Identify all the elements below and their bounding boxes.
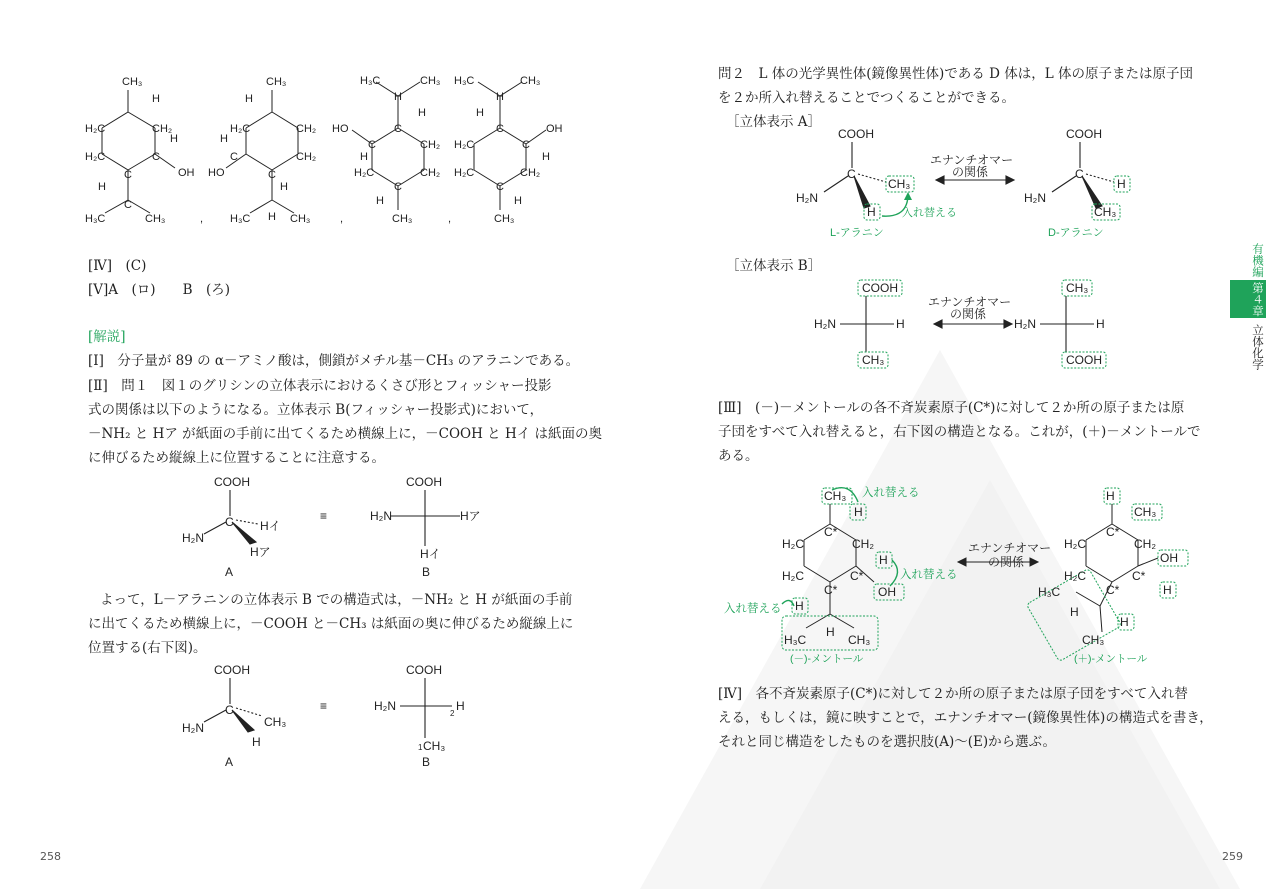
svg-text:CH₃: CH₃ — [494, 213, 515, 225]
svg-text:C: C — [124, 169, 132, 181]
svg-text:≡: ≡ — [320, 509, 328, 523]
svg-text:L-アラニン: L-アラニン — [830, 227, 884, 239]
svg-text:H: H — [514, 195, 522, 207]
svg-text:C: C — [230, 151, 238, 163]
svg-text:の関係: の関係 — [950, 307, 987, 321]
svg-text:Hア: Hア — [250, 545, 271, 559]
svg-text:CH₂: CH₂ — [296, 123, 317, 135]
svg-text:H₂C: H₂C — [1064, 537, 1086, 551]
menthol-options-figure — [80, 70, 580, 230]
svg-text:H₂C: H₂C — [85, 123, 106, 135]
svg-text:CH₃: CH₃ — [392, 213, 413, 225]
svg-text:CH₃: CH₃ — [1134, 505, 1157, 519]
paragraph-iv-line1: [Ⅳ] 各不斉炭素原子(C*)に対して２か所の原子または原子団をすべて入れ替 — [718, 686, 1188, 702]
explanation-heading: [解説] — [88, 329, 126, 345]
svg-text:の関係: の関係 — [988, 555, 1025, 569]
question-2-line2: を２か所入れ替えることでつくることができる。 — [718, 90, 1015, 106]
svg-text:H: H — [418, 107, 426, 119]
paragraph-ii-line4: に伸びるため縦線上に位置することに注意する。 — [88, 450, 385, 466]
paragraph-iii-line1: [Ⅲ] (－)－メントールの各不斉炭素原子(C*)に対して２か所の原子または原 — [718, 400, 1185, 416]
svg-text:HO: HO — [332, 123, 349, 135]
svg-text:入れ替える: 入れ替える — [902, 207, 957, 219]
svg-text:CH₂: CH₂ — [1134, 537, 1156, 551]
svg-text:H: H — [826, 625, 835, 639]
paragraph-l-line1: よって，L－アラニンの立体表示 B での構造式は，－NH₂ と H が紙面の手前 — [100, 592, 573, 608]
svg-text:B: B — [422, 755, 431, 769]
svg-text:H₂C: H₂C — [230, 123, 251, 135]
svg-text:,: , — [448, 213, 452, 225]
steric-b-figure — [810, 276, 1140, 376]
answer-iv: [Ⅳ] (C) — [88, 258, 147, 274]
svg-text:2: 2 — [450, 709, 455, 718]
svg-text:Hア: Hア — [460, 509, 481, 523]
structure-option-4 — [474, 82, 546, 210]
svg-text:Hイ: Hイ — [260, 519, 281, 533]
svg-text:H₂C: H₂C — [782, 537, 804, 551]
svg-text:CH₃: CH₃ — [862, 353, 885, 367]
svg-text:C*: C* — [1106, 525, 1120, 539]
svg-text:B: B — [422, 565, 431, 579]
svg-text:CH₂: CH₂ — [852, 537, 874, 551]
svg-text:H: H — [795, 599, 804, 613]
svg-text:入れ替える: 入れ替える — [862, 487, 920, 499]
svg-text:COOH: COOH — [214, 663, 250, 677]
svg-text:H₂N: H₂N — [796, 191, 818, 205]
paragraph-l-line3: 位置する(右下図)。 — [88, 640, 207, 656]
svg-text:H: H — [376, 195, 384, 207]
svg-text:H: H — [252, 735, 261, 749]
svg-text:H: H — [152, 93, 160, 105]
svg-text:の関係: の関係 — [952, 165, 989, 179]
svg-text:H: H — [220, 133, 228, 145]
svg-text:H: H — [245, 93, 253, 105]
svg-text:Hイ: Hイ — [420, 547, 441, 561]
svg-text:(－)-メントール: (－)-メントール — [790, 653, 864, 665]
svg-text:H: H — [476, 107, 484, 119]
svg-text:エナンチオマー: エナンチオマー — [968, 541, 1052, 555]
tab-section: 有機編 — [1251, 242, 1265, 278]
svg-text:H: H — [1163, 583, 1172, 597]
svg-text:H₂N: H₂N — [374, 699, 396, 713]
svg-text:H₂C: H₂C — [1064, 569, 1086, 583]
svg-text:H: H — [280, 181, 288, 193]
svg-text:CH₃: CH₃ — [264, 715, 287, 729]
svg-text:H: H — [1117, 177, 1126, 191]
question-2-line1: 問２ L 体の光学異性体(鏡像異性体)である D 体は，L 体の原子または原子団 — [718, 66, 1193, 82]
svg-text:CH₂: CH₂ — [420, 139, 441, 151]
svg-text:H: H — [542, 151, 550, 163]
paragraph-iii-line2: 子団をすべて入れ替えると，右下図の構造となる。これが，(＋)－メントールで — [718, 424, 1201, 440]
svg-text:H: H — [170, 133, 178, 145]
svg-text:COOH: COOH — [1066, 127, 1102, 141]
structure-option-3 — [352, 82, 424, 210]
svg-text:HO: HO — [208, 167, 225, 179]
paragraph-ii-line3: －NH₂ と Hア が紙面の手前に出てくるため横線上に，－COOH と Hイ は紙面の奥 — [88, 426, 603, 442]
svg-text:CH₂: CH₂ — [520, 167, 541, 179]
svg-text:CH₃: CH₃ — [122, 76, 143, 88]
svg-text:A: A — [225, 565, 234, 579]
svg-text:H₃C: H₃C — [85, 213, 106, 225]
svg-text:H: H — [268, 211, 276, 223]
page-number-right: 259 — [1222, 850, 1243, 863]
svg-text:D-アラニン: D-アラニン — [1048, 227, 1104, 239]
svg-text:H₂C: H₂C — [454, 167, 475, 179]
svg-text:CH₃: CH₃ — [848, 633, 871, 647]
paragraph-ii-line2: 式の関係は以下のようになる。立体表示 B(フィッシャー投影式)において， — [88, 402, 544, 418]
svg-text:C: C — [394, 123, 402, 135]
svg-text:OH: OH — [546, 123, 563, 135]
svg-text:H: H — [867, 205, 876, 219]
svg-text:CH₃: CH₃ — [520, 75, 541, 87]
svg-text:(＋)-メントール: (＋)-メントール — [1074, 653, 1148, 665]
svg-text:C*: C* — [824, 583, 838, 597]
svg-text:H: H — [879, 553, 888, 567]
answer-v: [Ⅴ]A (ロ) B (ろ) — [88, 282, 231, 298]
svg-text:COOH: COOH — [406, 475, 442, 489]
svg-text:H₃C: H₃C — [230, 213, 251, 225]
svg-text:C*: C* — [850, 569, 864, 583]
steric-a-figure — [790, 122, 1170, 242]
svg-text:CH₃: CH₃ — [888, 177, 911, 191]
svg-text:CH₂: CH₂ — [420, 167, 441, 179]
svg-text:1: 1 — [418, 743, 423, 752]
svg-text:エナンチオマー: エナンチオマー — [928, 295, 1012, 309]
svg-text:C: C — [1075, 167, 1084, 181]
svg-text:C*: C* — [1132, 569, 1146, 583]
svg-text:CH₃: CH₃ — [824, 489, 847, 503]
svg-text:CH₂: CH₂ — [152, 123, 173, 135]
svg-text:C: C — [496, 181, 504, 193]
svg-text:H: H — [496, 91, 504, 103]
svg-text:H: H — [456, 699, 465, 713]
svg-text:C: C — [124, 199, 132, 211]
svg-text:H: H — [360, 151, 368, 163]
svg-text:COOH: COOH — [214, 475, 250, 489]
svg-text:H₂N: H₂N — [1024, 191, 1046, 205]
svg-text:H: H — [1106, 489, 1115, 503]
svg-text:H₂N: H₂N — [182, 721, 204, 735]
svg-text:CH₃: CH₃ — [1094, 205, 1117, 219]
svg-text:H: H — [1096, 317, 1105, 331]
svg-text:H₃C: H₃C — [784, 633, 807, 647]
menthol-enantiomer-figure — [720, 482, 1200, 672]
svg-text:H: H — [854, 505, 863, 519]
svg-text:,: , — [200, 213, 204, 225]
svg-text:COOH: COOH — [406, 663, 442, 677]
svg-text:C: C — [522, 139, 530, 151]
svg-text:C: C — [225, 515, 234, 529]
page-number-left: 258 — [40, 850, 61, 863]
svg-text:CH₃: CH₃ — [420, 75, 441, 87]
paragraph-ii-line1: [Ⅱ] 問１ 図１のグリシンの立体表示におけるくさび形とフィッシャー投影 — [88, 378, 552, 394]
svg-text:H₃C: H₃C — [1038, 585, 1061, 599]
svg-text:CH₃: CH₃ — [266, 76, 287, 88]
svg-text:H₂C: H₂C — [85, 151, 106, 163]
paragraph-iv-line3: それと同じ構造をしたものを選択肢(A)～(E)から選ぶ。 — [718, 734, 1056, 750]
svg-text:H₂N: H₂N — [182, 531, 204, 545]
svg-text:H: H — [98, 181, 106, 193]
svg-text:≡: ≡ — [320, 699, 328, 713]
svg-text:入れ替える: 入れ替える — [900, 569, 958, 581]
svg-text:H: H — [1120, 615, 1129, 629]
svg-text:H₃C: H₃C — [454, 75, 475, 87]
svg-text:COOH: COOH — [1066, 353, 1102, 367]
svg-text:CH₃: CH₃ — [145, 213, 166, 225]
svg-text:H: H — [1070, 605, 1079, 619]
svg-text:H₃C: H₃C — [360, 75, 381, 87]
svg-text:C: C — [152, 151, 160, 163]
steric-a-label: ［立体表示 A］ — [726, 114, 822, 130]
svg-text:C*: C* — [824, 525, 838, 539]
svg-text:CH₃: CH₃ — [1082, 633, 1105, 647]
svg-text:A: A — [225, 755, 234, 769]
svg-text:入れ替える: 入れ替える — [724, 603, 782, 615]
paragraph-iii-line3: ある。 — [718, 448, 759, 464]
svg-text:COOH: COOH — [838, 127, 874, 141]
svg-text:H: H — [896, 317, 905, 331]
svg-text:H₂C: H₂C — [354, 167, 375, 179]
svg-text:OH: OH — [1160, 551, 1178, 565]
svg-text:H₂C: H₂C — [782, 569, 804, 583]
tab-chapter: 第４章 — [1230, 280, 1266, 318]
paragraph-l-line2: に出てくるため横線上に，－COOH と－CH₃ は紙面の奥に伸びるため縦線上に — [88, 616, 574, 632]
svg-text:H: H — [394, 91, 402, 103]
svg-text:C: C — [268, 169, 276, 181]
svg-text:,: , — [340, 213, 344, 225]
svg-text:C*: C* — [1106, 583, 1120, 597]
svg-text:H₂N: H₂N — [814, 317, 836, 331]
svg-text:H₂N: H₂N — [1014, 317, 1036, 331]
svg-text:H₂C: H₂C — [454, 139, 475, 151]
svg-text:OH: OH — [178, 167, 195, 179]
svg-text:CH₃: CH₃ — [1066, 281, 1089, 295]
svg-text:C: C — [368, 139, 376, 151]
svg-text:C: C — [496, 123, 504, 135]
svg-text:CH₃: CH₃ — [290, 213, 311, 225]
tab-topic: 立体化学 — [1251, 324, 1265, 370]
structure-option-1 — [102, 90, 175, 213]
svg-text:C: C — [394, 181, 402, 193]
paragraph-i: [Ⅰ] 分子量が 89 の α－アミノ酸は，側鎖がメチル基－CH₃ のアラニンである。 — [88, 353, 580, 369]
svg-text:H₂N: H₂N — [370, 509, 392, 523]
l-alanine-stereo-figure — [170, 660, 500, 772]
glycine-stereo-figure — [170, 470, 500, 585]
svg-text:C: C — [847, 167, 856, 181]
paragraph-iv-line2: える，もしくは，鏡に映すことで，エナンチオマー(鏡像異性体)の構造式を書き， — [718, 710, 1213, 726]
svg-text:C: C — [225, 703, 234, 717]
steric-b-label: ［立体表示 B］ — [726, 258, 822, 274]
svg-text:COOH: COOH — [862, 281, 898, 295]
svg-text:CH₂: CH₂ — [296, 151, 317, 163]
svg-text:OH: OH — [878, 585, 896, 599]
svg-text:CH₃: CH₃ — [423, 739, 446, 753]
svg-text:エナンチオマー: エナンチオマー — [930, 153, 1014, 167]
